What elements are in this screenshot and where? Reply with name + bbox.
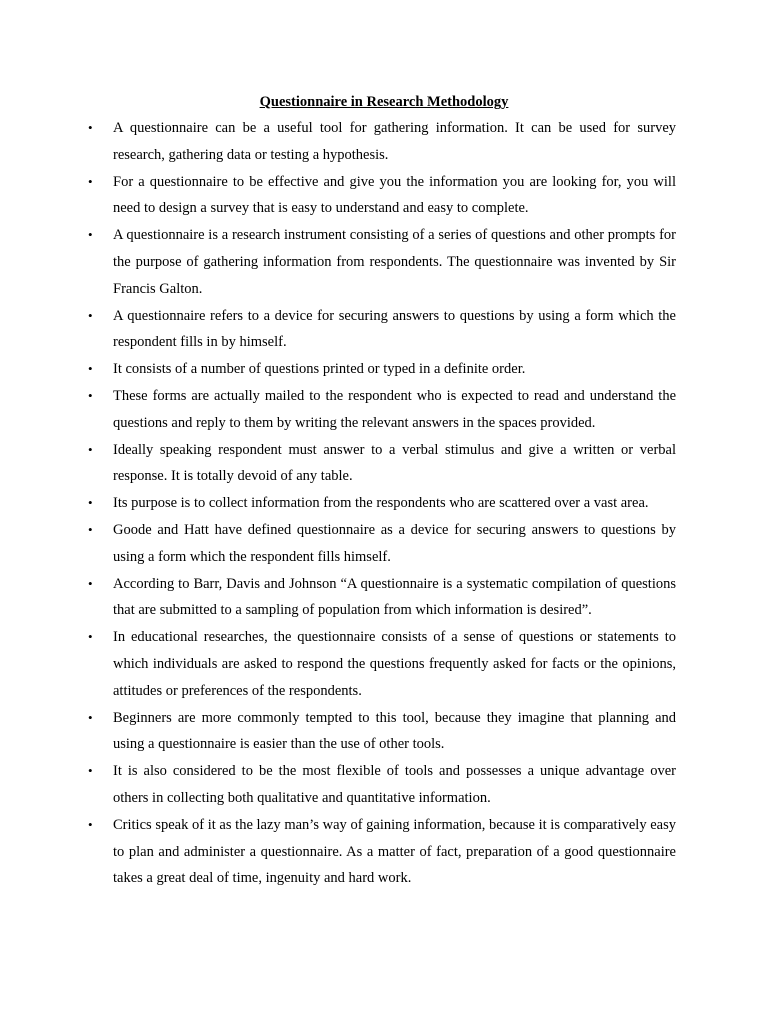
bullet-icon: • (88, 629, 93, 645)
list-item-text: A questionnaire is a research instrument consisting of a series of questions and other prompts for the purpose of gathering information from respondents. The questionnaire was invented by Sir Francis Galton. (113, 227, 676, 297)
bullet-icon: • (88, 120, 93, 135)
list-item (0, 169, 768, 223)
bullet-icon: • (88, 173, 93, 189)
list-item (0, 758, 768, 812)
list-item-text: Critics speak of it as the lazy man’s way of gaining information, because it is comparatively easy to plan and administer a questionnaire. As a matter of fact, preparation of a good questionnaire takes a great deal of time, ingenuity and hard work. (113, 816, 676, 887)
list-item (0, 383, 768, 437)
list-item-text: According to Barr, Davis and Johnson “A questionnaire is a systematic compilation of questions that are submitted to a sampling of population from which information is desired”. (113, 575, 676, 619)
bullet-icon: • (88, 521, 93, 537)
list-item-text: A questionnaire refers to a device for securing answers to questions by using a form which the respondent fills in by himself. (113, 307, 676, 351)
list-item-text: Ideally speaking respondent must answer to a verbal stimulus and give a written or verbal response. It is totally devoid of any table. (113, 441, 676, 485)
list-item (0, 303, 768, 357)
document-title: Questionnaire in Research Methodology (259, 94, 509, 110)
list-item (0, 571, 768, 625)
bullet-icon: • (88, 816, 93, 832)
list-item-text: For a questionnaire to be effective and give you the information you are looking for, you will need to design a survey that is easy to understand and easy to complete. (113, 173, 676, 217)
list-item (0, 490, 768, 517)
list-item-text: It consists of a number of questions printed or typed in a definite order. (113, 361, 526, 378)
list-item (0, 624, 768, 704)
list-item-text: These forms are actually mailed to the respondent who is expected to read and understand the questions and reply to them by writing the relevant answers in the spaces provided. (113, 387, 676, 431)
list-item-text: In educational researches, the questionnaire consists of a sense of questions or statements to which individuals are asked to respond the questions frequently asked for facts or the opinions, attitudes or preferences of the respondents. (113, 629, 676, 699)
bullet-icon: • (88, 763, 93, 779)
bullet-icon: • (88, 387, 93, 403)
list-item-text: Its purpose is to collect information from the respondents who are scattered over a vast area. (113, 495, 649, 512)
list-item-text: It is also considered to be the most flexible of tools and possesses a unique advantage over others in collecting both qualitative and quantitative information. (113, 763, 676, 806)
list-item (0, 812, 768, 892)
bullet-icon: • (88, 361, 93, 377)
list-item (0, 222, 768, 302)
list-item (0, 517, 768, 571)
list-item (0, 115, 768, 169)
list-item (0, 437, 768, 491)
bullet-icon: • (88, 227, 93, 243)
bullet-icon: • (88, 307, 93, 323)
bullet-icon: • (88, 575, 93, 591)
list-item (0, 705, 768, 759)
bullet-icon: • (88, 495, 93, 511)
bullet-icon: • (88, 441, 93, 457)
bullet-icon: • (88, 709, 93, 725)
list-item-text: Beginners are more commonly tempted to this tool, because they imagine that planning and using a questionnaire is easier than the use of other tools. (113, 709, 676, 753)
list-item-text: A questionnaire can be a useful tool for gathering information. It can be used for survey research, gathering data or testing a hypothesis. (113, 120, 676, 163)
list-item (0, 356, 768, 383)
bullet-list (0, 115, 768, 892)
list-item-text: Goode and Hatt have defined questionnaire as a device for securing answers to questions by using a form which the respondent fills himself. (113, 521, 676, 565)
